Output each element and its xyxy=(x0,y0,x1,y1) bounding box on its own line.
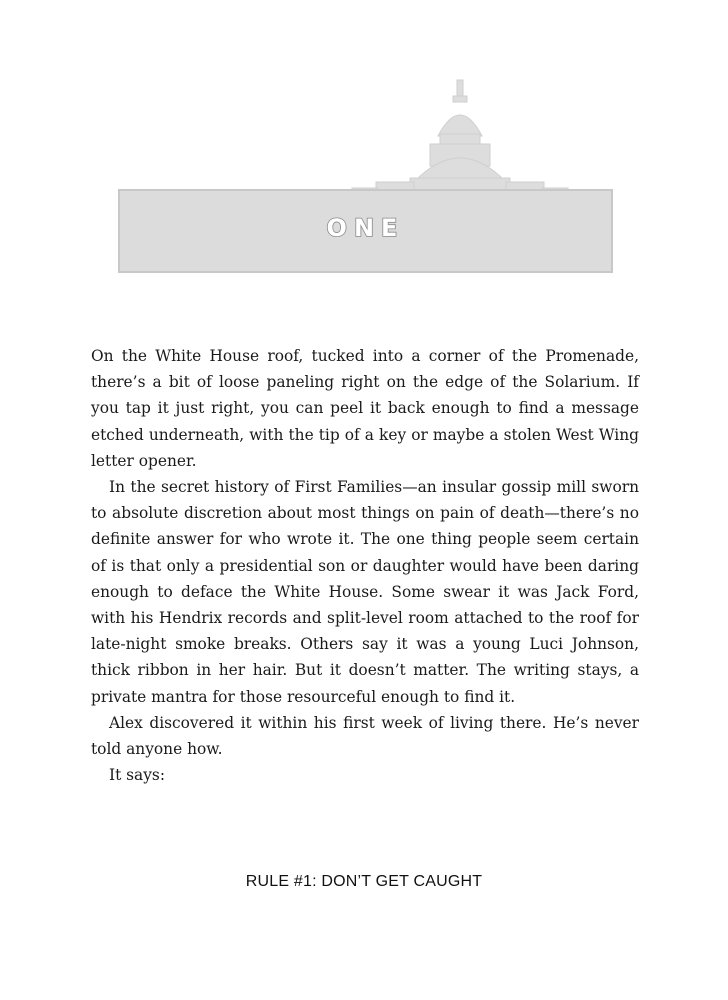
chapter-title: ONE xyxy=(326,214,405,242)
chapter-body xyxy=(91,343,639,788)
rule-heading: RULE #1: DON’T GET CAUGHT xyxy=(245,873,483,890)
chapter-header-art xyxy=(118,64,613,274)
capitol-dome-icon xyxy=(352,80,568,196)
paragraph-1: On the White House roof, tucked into a corner of the Promenade, there’s a bit of loose paneling right on the edge of the Solarium. If you tap it just right, you can peel it back enough to find a message etched underneath, with the tip of a key or maybe a stolen West Wing letter opener. xyxy=(91,347,639,470)
paragraph-3: Alex discovered it within his first week of living there. He’s never told anyone how. xyxy=(91,713,639,759)
paragraph-2: In the secret history of First Families—an insular gossip mill sworn to absolute discretion about most things on pain of death—there’s no definite answer for who wrote it. The one thing people seem certain of is that only a presidential son or daughter would have been daring enough to deface the White House. Some swear it was Jack Ford, with his Hendrix records and split-level room attached to the roof for late-night smoke breaks. Others say it was a young Luci Johnson, thick ribbon in her hair. But it doesn’t matter. The writing stays, a private mantra for those resourceful enough to find it. xyxy=(91,478,639,706)
paragraph-4: It says: xyxy=(109,766,166,785)
